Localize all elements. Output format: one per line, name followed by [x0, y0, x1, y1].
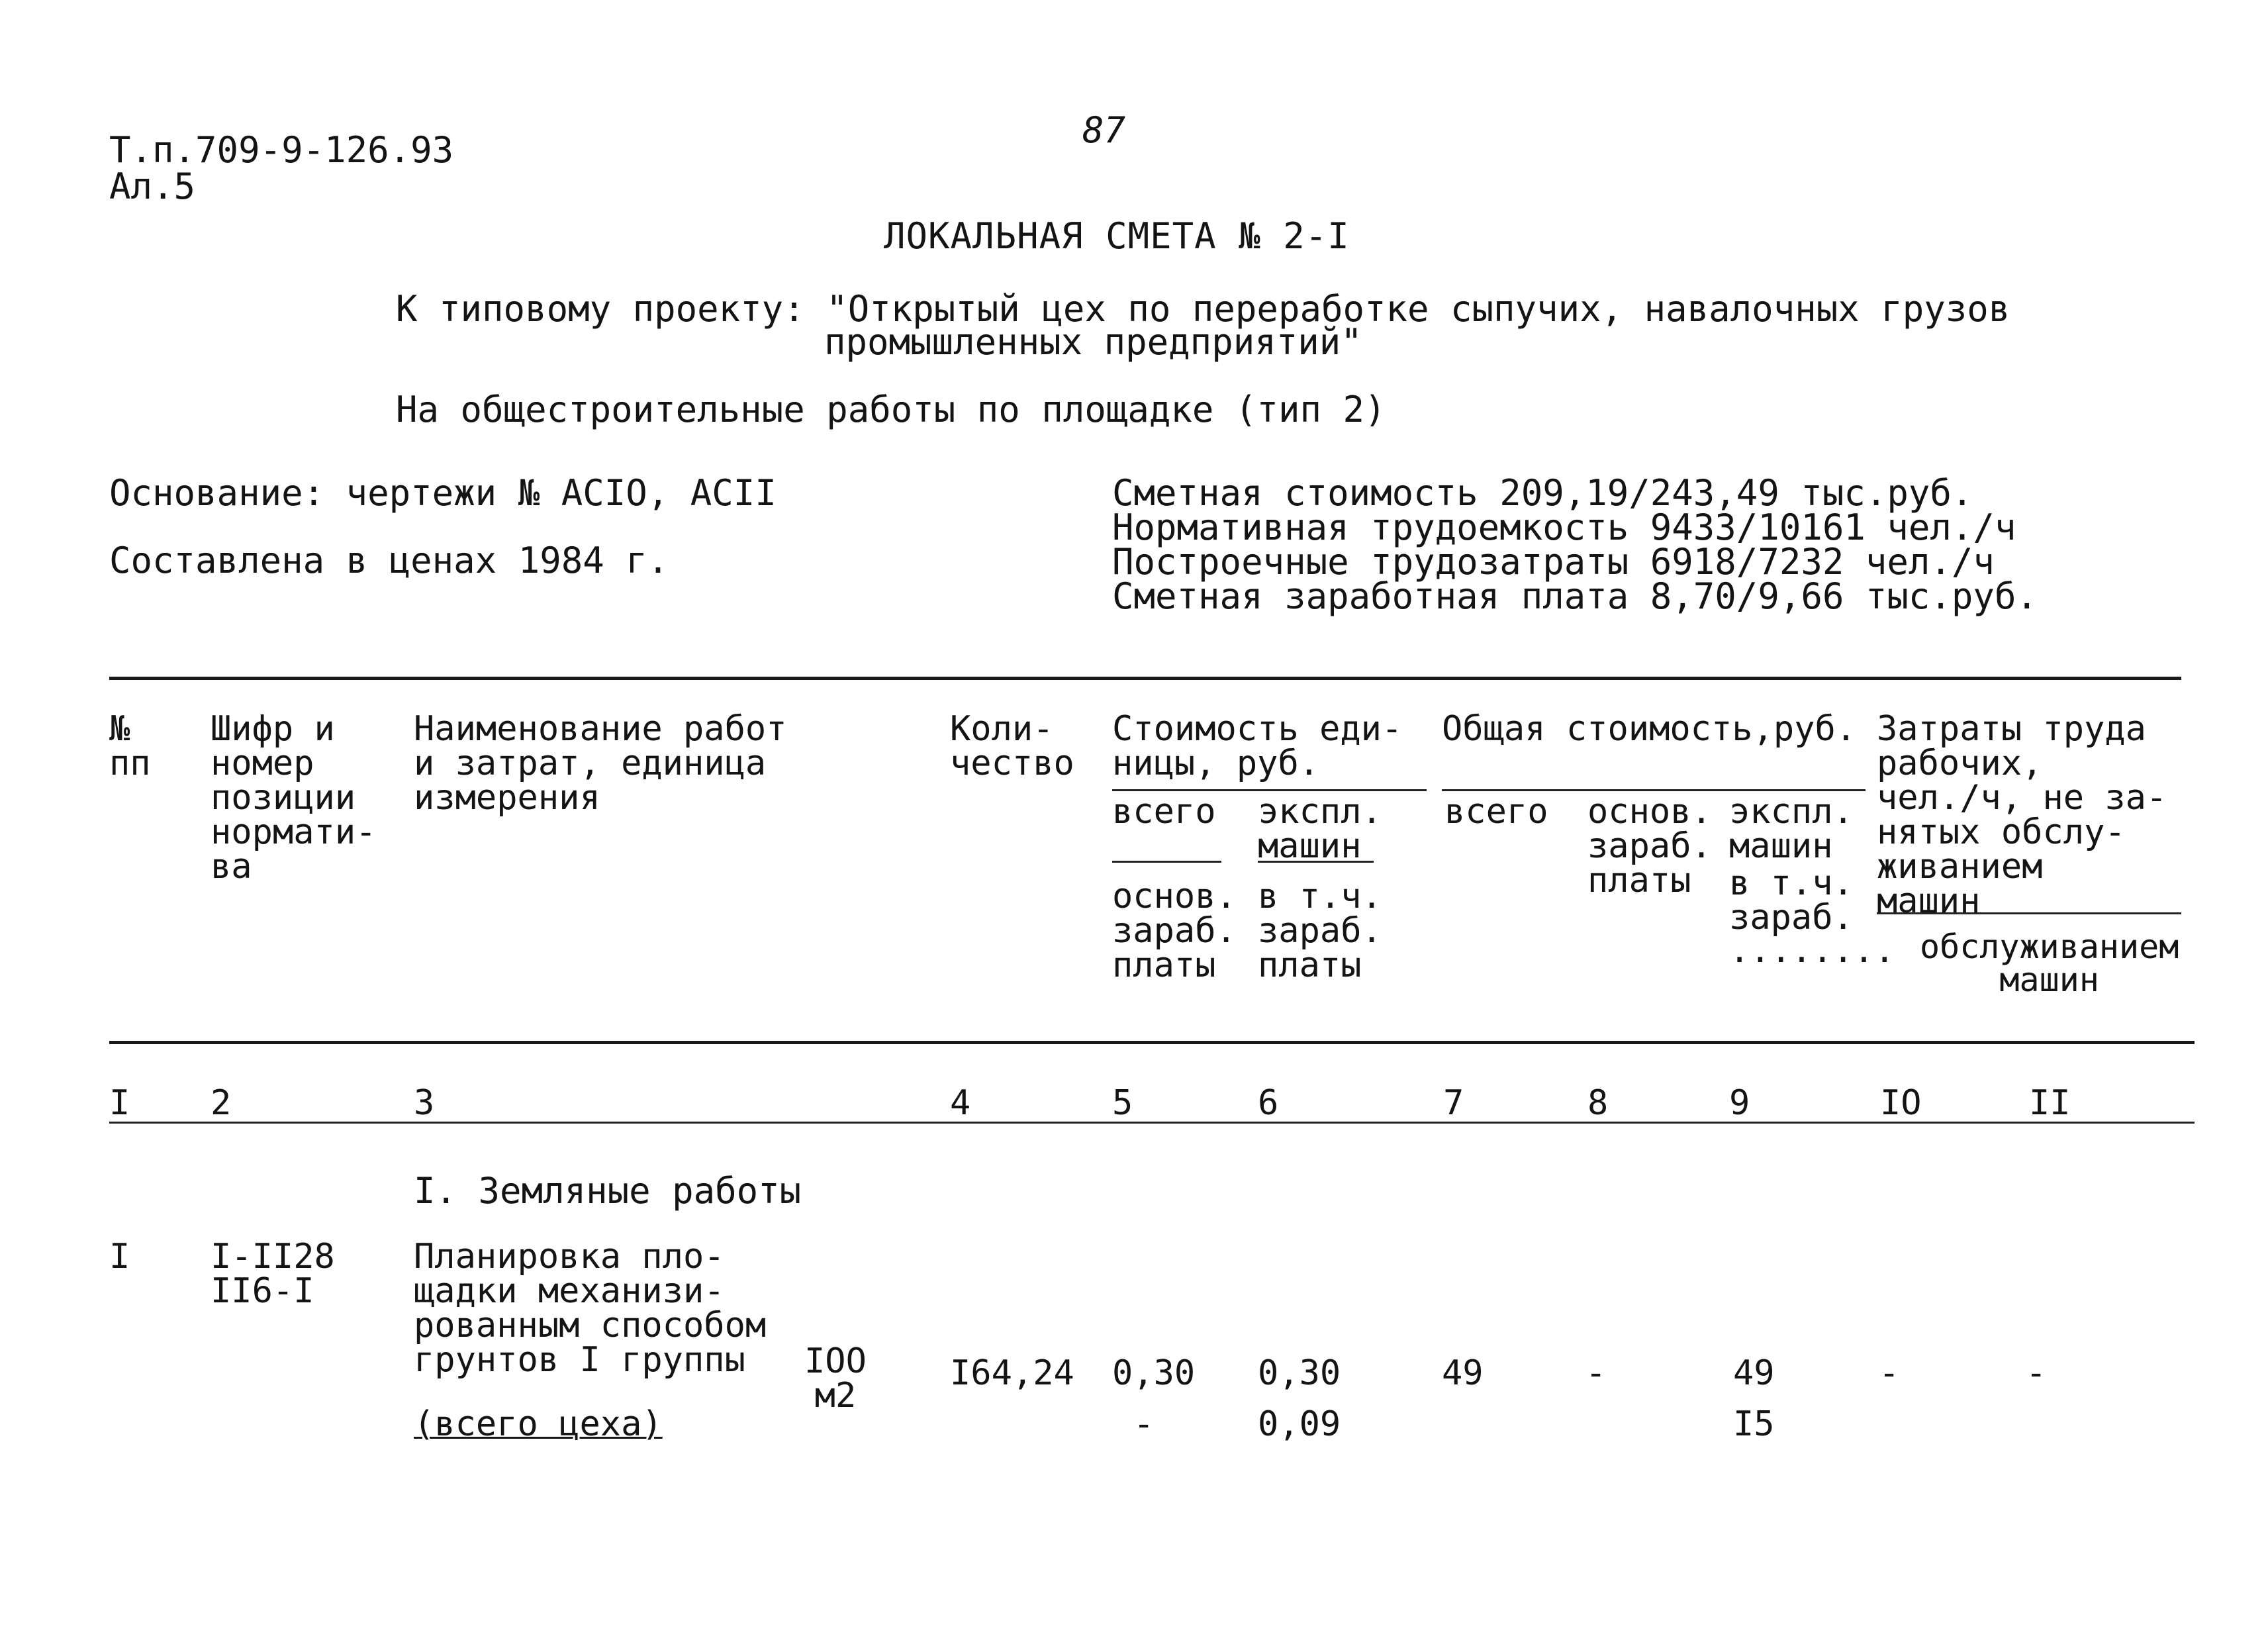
col-number: 2 — [211, 1083, 232, 1123]
row-c6: 0,30 — [1258, 1353, 1341, 1393]
col-5-divider — [1112, 861, 1221, 863]
col-header-2: Шифр и номер позиции нормати- ва — [211, 709, 377, 887]
basis-line: Основание: чертежи № АСIO, АСII — [109, 472, 777, 514]
section-title: I. Земляные работы — [414, 1170, 802, 1212]
row-c6-wages: 0,09 — [1258, 1404, 1341, 1444]
row-num: I — [109, 1237, 130, 1277]
col-header-6b: в т.ч. зараб. платы — [1258, 877, 1382, 985]
col-header-3: Наименование работ и затрат, единица измерения — [414, 709, 787, 818]
header-bottom-rule — [109, 1041, 2195, 1044]
col-number: 5 — [1112, 1083, 1133, 1123]
row-note — [414, 1404, 663, 1444]
col-header-5b: основ. зараб. платы — [1112, 877, 1237, 985]
col-header-5a: всего — [1112, 792, 1216, 832]
unit-cost-divider — [1112, 789, 1427, 791]
col-header-labor-bottom: обслуживанием машин — [1920, 928, 2179, 999]
col-number: 7 — [1443, 1083, 1464, 1123]
col-header-9a: экспл. машин — [1729, 792, 1854, 866]
col-number: IO — [1880, 1083, 1922, 1123]
row-name: Планировка пло- щадки механизи- рованным способом грунтов I группы — [414, 1237, 767, 1380]
row-c5: 0,30 — [1112, 1353, 1196, 1393]
col-header-8: основ. зараб. платы — [1587, 792, 1712, 900]
row-c8: - — [1585, 1353, 1607, 1393]
total-cost-divider — [1442, 789, 1866, 791]
col-header-9b: в т.ч. зараб. — [1729, 863, 1854, 938]
col-6-divider — [1258, 861, 1374, 863]
col-header-7: всего — [1444, 792, 1548, 832]
col-number: I — [109, 1083, 130, 1123]
row-c11: - — [2026, 1353, 2047, 1393]
col-number: II — [2029, 1083, 2071, 1123]
summary-cost: Сметная стоимость 209,19/243,49 тыс.руб. — [1112, 472, 1973, 514]
col-header-1: № пп — [109, 709, 151, 783]
prices-line: Составлена в ценах 1984 г. — [109, 540, 669, 581]
col-number: 4 — [950, 1083, 971, 1123]
col-numbers-rule — [109, 1122, 2195, 1124]
row-c5-wages: - — [1133, 1404, 1155, 1444]
doc-code: Т.п.709-9-126.93 — [109, 129, 454, 171]
row-code: I-II28 II6-I — [211, 1237, 335, 1311]
row-qty: I64,24 — [950, 1353, 1074, 1393]
sheet-number: Ал.5 — [109, 166, 196, 207]
col-number: 6 — [1258, 1083, 1279, 1123]
page-number: 87 — [1082, 109, 1126, 151]
labor-divider — [1877, 912, 2181, 914]
table-top-rule — [109, 677, 2181, 680]
row-unit: IOO м2 — [804, 1341, 867, 1416]
document-title: ЛОКАЛЬНАЯ СМЕТА № 2-I — [884, 215, 1350, 257]
col-header-labor: Затраты труда рабочих, чел./ч, не за- нятых обслу- живанием машин — [1877, 709, 2167, 921]
col-number: 8 — [1587, 1083, 1609, 1123]
row-note-text: (всего цеха) — [414, 1404, 663, 1444]
col-header-9c: ........ — [1729, 931, 1895, 971]
col-number: 3 — [414, 1083, 435, 1123]
row-c10: - — [1879, 1353, 1900, 1393]
col-header-unit-cost: Стоимость еди- ницы, руб. — [1112, 709, 1403, 783]
summary-wages: Сметная заработная плата 8,70/9,66 тыс.руб. — [1112, 575, 2038, 617]
col-number: 9 — [1729, 1083, 1750, 1123]
project-line-1: К типовому проекту: "Открытый цех по переработке сыпучих, навалочных грузов — [396, 288, 2010, 330]
row-c7: 49 — [1442, 1353, 1484, 1393]
col-header-total-cost: Общая стоимость,руб. — [1442, 709, 1857, 749]
summary-labor-build: Построечные трудозатраты 6918/7232 чел./ч — [1112, 541, 1995, 583]
col-header-4: Коли- чество — [950, 709, 1074, 783]
scope-line: На общестроительные работы по площадке (тип 2) — [396, 389, 1386, 430]
row-c9-wages: I5 — [1733, 1404, 1775, 1444]
summary-labor-norm: Нормативная трудоемкость 9433/10161 чел./ч — [1112, 507, 2016, 548]
col-header-6a: экспл. машин — [1258, 792, 1382, 866]
row-c9: 49 — [1733, 1353, 1775, 1393]
project-line-2: промышленных предприятий" — [824, 321, 1362, 363]
